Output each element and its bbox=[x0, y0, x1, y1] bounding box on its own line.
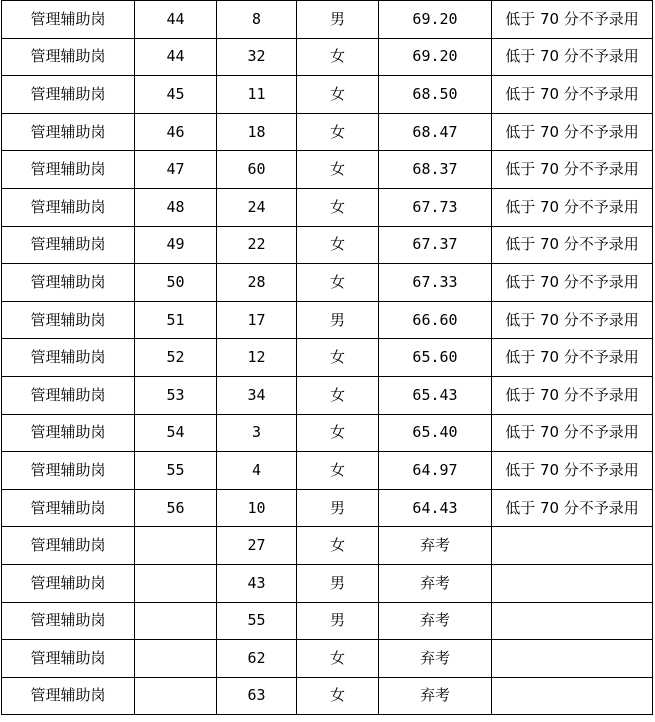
score-cell: 67.37 bbox=[379, 226, 492, 264]
table-row bbox=[2, 76, 653, 114]
rank-cell: 56 bbox=[135, 489, 217, 527]
note-cell: 低于 70 分不予录用 bbox=[492, 376, 653, 414]
candidate-number-cell: 55 bbox=[217, 602, 297, 640]
candidate-number-cell: 63 bbox=[217, 677, 297, 715]
table-row bbox=[2, 339, 653, 377]
table-row bbox=[2, 414, 653, 452]
rank-cell: 47 bbox=[135, 151, 217, 189]
score-cell: 弃考 bbox=[379, 564, 492, 602]
results-table bbox=[1, 0, 653, 715]
rank-cell: 44 bbox=[135, 38, 217, 76]
rank-cell: 54 bbox=[135, 414, 217, 452]
candidate-number-cell: 10 bbox=[217, 489, 297, 527]
gender-cell: 男 bbox=[297, 489, 379, 527]
rank-cell: 52 bbox=[135, 339, 217, 377]
gender-cell: 男 bbox=[297, 301, 379, 339]
position-cell: 管理辅助岗 bbox=[2, 452, 135, 490]
position-cell: 管理辅助岗 bbox=[2, 414, 135, 452]
results-table-body bbox=[2, 1, 653, 715]
position-cell: 管理辅助岗 bbox=[2, 564, 135, 602]
candidate-number-cell: 18 bbox=[217, 113, 297, 151]
position-cell: 管理辅助岗 bbox=[2, 677, 135, 715]
gender-cell: 女 bbox=[297, 414, 379, 452]
table-row bbox=[2, 113, 653, 151]
note-cell bbox=[492, 640, 653, 678]
position-cell: 管理辅助岗 bbox=[2, 376, 135, 414]
gender-cell: 女 bbox=[297, 527, 379, 565]
position-cell: 管理辅助岗 bbox=[2, 113, 135, 151]
rank-cell: 50 bbox=[135, 264, 217, 302]
gender-cell: 女 bbox=[297, 452, 379, 490]
note-cell: 低于 70 分不予录用 bbox=[492, 339, 653, 377]
gender-cell: 女 bbox=[297, 264, 379, 302]
gender-cell: 女 bbox=[297, 188, 379, 226]
position-cell: 管理辅助岗 bbox=[2, 602, 135, 640]
rank-cell: 46 bbox=[135, 113, 217, 151]
rank-cell: 44 bbox=[135, 1, 217, 39]
table-row bbox=[2, 301, 653, 339]
score-cell: 65.40 bbox=[379, 414, 492, 452]
score-cell: 67.73 bbox=[379, 188, 492, 226]
note-cell: 低于 70 分不予录用 bbox=[492, 76, 653, 114]
position-cell: 管理辅助岗 bbox=[2, 76, 135, 114]
candidate-number-cell: 4 bbox=[217, 452, 297, 490]
gender-cell: 女 bbox=[297, 677, 379, 715]
table-row bbox=[2, 640, 653, 678]
score-cell: 68.37 bbox=[379, 151, 492, 189]
note-cell: 低于 70 分不予录用 bbox=[492, 226, 653, 264]
table-row bbox=[2, 564, 653, 602]
position-cell: 管理辅助岗 bbox=[2, 1, 135, 39]
note-cell: 低于 70 分不予录用 bbox=[492, 264, 653, 302]
score-cell: 弃考 bbox=[379, 602, 492, 640]
position-cell: 管理辅助岗 bbox=[2, 301, 135, 339]
rank-cell bbox=[135, 527, 217, 565]
note-cell bbox=[492, 564, 653, 602]
score-cell: 弃考 bbox=[379, 640, 492, 678]
score-cell: 弃考 bbox=[379, 527, 492, 565]
table-row bbox=[2, 264, 653, 302]
table-row bbox=[2, 376, 653, 414]
table-row bbox=[2, 677, 653, 715]
position-cell: 管理辅助岗 bbox=[2, 188, 135, 226]
candidate-number-cell: 22 bbox=[217, 226, 297, 264]
note-cell: 低于 70 分不予录用 bbox=[492, 489, 653, 527]
note-cell bbox=[492, 602, 653, 640]
note-cell: 低于 70 分不予录用 bbox=[492, 38, 653, 76]
candidate-number-cell: 60 bbox=[217, 151, 297, 189]
score-cell: 67.33 bbox=[379, 264, 492, 302]
position-cell: 管理辅助岗 bbox=[2, 264, 135, 302]
rank-cell bbox=[135, 677, 217, 715]
candidate-number-cell: 32 bbox=[217, 38, 297, 76]
gender-cell: 女 bbox=[297, 376, 379, 414]
table-row bbox=[2, 527, 653, 565]
candidate-number-cell: 24 bbox=[217, 188, 297, 226]
note-cell bbox=[492, 677, 653, 715]
rank-cell: 53 bbox=[135, 376, 217, 414]
gender-cell: 女 bbox=[297, 226, 379, 264]
score-cell: 69.20 bbox=[379, 38, 492, 76]
rank-cell: 49 bbox=[135, 226, 217, 264]
gender-cell: 女 bbox=[297, 640, 379, 678]
gender-cell: 女 bbox=[297, 339, 379, 377]
score-cell: 65.60 bbox=[379, 339, 492, 377]
position-cell: 管理辅助岗 bbox=[2, 38, 135, 76]
candidate-number-cell: 11 bbox=[217, 76, 297, 114]
rank-cell: 48 bbox=[135, 188, 217, 226]
rank-cell bbox=[135, 602, 217, 640]
position-cell: 管理辅助岗 bbox=[2, 339, 135, 377]
candidate-number-cell: 34 bbox=[217, 376, 297, 414]
table-row bbox=[2, 1, 653, 39]
score-cell: 68.47 bbox=[379, 113, 492, 151]
candidate-number-cell: 62 bbox=[217, 640, 297, 678]
candidate-number-cell: 12 bbox=[217, 339, 297, 377]
candidate-number-cell: 17 bbox=[217, 301, 297, 339]
score-cell: 弃考 bbox=[379, 677, 492, 715]
table-row bbox=[2, 188, 653, 226]
rank-cell bbox=[135, 640, 217, 678]
rank-cell bbox=[135, 564, 217, 602]
note-cell: 低于 70 分不予录用 bbox=[492, 151, 653, 189]
table-row bbox=[2, 38, 653, 76]
note-cell: 低于 70 分不予录用 bbox=[492, 1, 653, 39]
position-cell: 管理辅助岗 bbox=[2, 226, 135, 264]
score-cell: 64.97 bbox=[379, 452, 492, 490]
rank-cell: 45 bbox=[135, 76, 217, 114]
gender-cell: 男 bbox=[297, 602, 379, 640]
gender-cell: 女 bbox=[297, 151, 379, 189]
gender-cell: 女 bbox=[297, 76, 379, 114]
note-cell: 低于 70 分不予录用 bbox=[492, 452, 653, 490]
candidate-number-cell: 43 bbox=[217, 564, 297, 602]
table-row bbox=[2, 602, 653, 640]
gender-cell: 女 bbox=[297, 38, 379, 76]
note-cell bbox=[492, 527, 653, 565]
position-cell: 管理辅助岗 bbox=[2, 640, 135, 678]
gender-cell: 女 bbox=[297, 113, 379, 151]
score-cell: 68.50 bbox=[379, 76, 492, 114]
score-cell: 66.60 bbox=[379, 301, 492, 339]
score-cell: 64.43 bbox=[379, 489, 492, 527]
note-cell: 低于 70 分不予录用 bbox=[492, 188, 653, 226]
candidate-number-cell: 27 bbox=[217, 527, 297, 565]
candidate-number-cell: 28 bbox=[217, 264, 297, 302]
gender-cell: 男 bbox=[297, 1, 379, 39]
gender-cell: 男 bbox=[297, 564, 379, 602]
score-cell: 65.43 bbox=[379, 376, 492, 414]
position-cell: 管理辅助岗 bbox=[2, 151, 135, 189]
table-row bbox=[2, 151, 653, 189]
score-cell: 69.20 bbox=[379, 1, 492, 39]
rank-cell: 51 bbox=[135, 301, 217, 339]
candidate-number-cell: 3 bbox=[217, 414, 297, 452]
note-cell: 低于 70 分不予录用 bbox=[492, 301, 653, 339]
note-cell: 低于 70 分不予录用 bbox=[492, 414, 653, 452]
table-row bbox=[2, 226, 653, 264]
position-cell: 管理辅助岗 bbox=[2, 527, 135, 565]
rank-cell: 55 bbox=[135, 452, 217, 490]
candidate-number-cell: 8 bbox=[217, 1, 297, 39]
position-cell: 管理辅助岗 bbox=[2, 489, 135, 527]
table-row bbox=[2, 452, 653, 490]
table-row bbox=[2, 489, 653, 527]
note-cell: 低于 70 分不予录用 bbox=[492, 113, 653, 151]
